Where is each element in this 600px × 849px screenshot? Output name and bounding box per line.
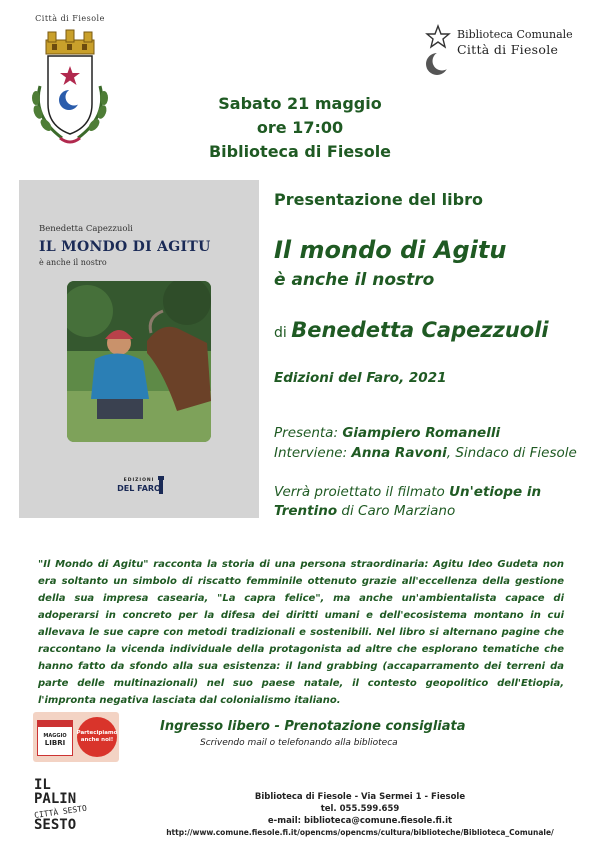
palin-line3: CITTÀ SESTO xyxy=(33,803,88,820)
entry-title: Ingresso libero - Prenotazione consigliata xyxy=(160,719,466,734)
palinsesto-logo-icon xyxy=(34,778,92,833)
film-line-1 xyxy=(274,484,541,500)
contact-address: Biblioteca di Fiesole - Via Sermei 1 - Fiesole xyxy=(254,792,466,802)
interviewer-line xyxy=(274,445,577,461)
presenter-line xyxy=(274,425,500,441)
author-by: di xyxy=(274,325,287,341)
event-venue: Biblioteca di Fiesole xyxy=(208,142,392,161)
contact-email: e-mail: biblioteca@comune.fiesole.fi.it xyxy=(267,816,453,826)
event-date: Sabato 21 maggio xyxy=(218,94,382,113)
cover-title: IL MONDO DI AGITU xyxy=(39,239,211,255)
film-author: di Caro Marziano xyxy=(341,503,456,519)
contact-phone: tel. 055.599.659 xyxy=(320,804,400,814)
book-edition: Edizioni del Faro, 2021 xyxy=(274,370,447,386)
library-logo-line1: Biblioteca Comunale xyxy=(457,28,573,41)
film-title-part1: Un'etiope in xyxy=(449,484,542,500)
contact-url[interactable]: http://www.comune.fiesole.fi.it/opencms/opencms/cultura/biblioteche/Biblioteca_Comunale/ xyxy=(166,828,554,837)
book-author: Benedetta Capezzuoli xyxy=(291,318,549,342)
interviewer-role: , Sindaco di Fiesole xyxy=(446,445,577,461)
cover-author: Benedetta Capezzuoli xyxy=(39,224,133,234)
palin-line1: IL PALIN xyxy=(34,777,77,807)
film-line-2 xyxy=(274,503,455,519)
presenter-name: Giampiero Romanelli xyxy=(342,425,501,441)
book-subtitle: è anche il nostro xyxy=(274,270,435,290)
film-intro: Verrà proiettato il filmato xyxy=(274,484,445,500)
library-logo-line2: Città di Fiesole xyxy=(457,42,559,57)
badge-bubble: Partecipiamo anche noi! xyxy=(77,717,117,757)
cover-publisher: DEL FARO xyxy=(117,484,161,493)
cover-publisher-small: EDIZIONI xyxy=(123,478,155,483)
crest-caption: Città di Fiesole xyxy=(35,14,105,23)
author-line xyxy=(274,318,549,342)
entry-subtitle: Scrivendo mail o telefonando alla biblioteca xyxy=(200,738,398,748)
maggio-libri-logo-icon xyxy=(37,720,73,756)
badge-line1: MAGGIO xyxy=(43,733,67,739)
presenter-label: Presenta: xyxy=(274,425,339,441)
cover-photo xyxy=(67,281,211,442)
maggio-libri-badge xyxy=(33,712,119,762)
event-time: ore 17:00 xyxy=(256,118,344,137)
presentation-heading: Presentazione del libro xyxy=(274,190,483,209)
palin-line2: SESTO xyxy=(34,817,77,833)
badge-line2: LIBRI xyxy=(44,739,66,747)
film-title-part2: Trentino xyxy=(274,503,338,519)
book-title: Il mondo di Agitu xyxy=(274,236,507,264)
library-logo-icon xyxy=(422,24,456,80)
book-description: "Il Mondo di Agitu" racconta la storia di una persona straordinaria: Agitu Ideo Gudeta non era soltanto un simbolo di riscatto femminile ottenuto grazie all'eccellenza della gestione della sua impresa casearia, "La capra felice", ma anche un'ambientalista capace di adoperarsi in concreto per la difesa dei diritti umani e dell'ecosistema montano in cui allevava le sue capre con metodi tradizionali e sostenibili. Nel libro si alternano pagine che raccontano la vicenda individuale della protagonista ad altre che esplorano tematiche che hanno fatto da sfondo alla sua esistenza: il land grabbing (accaparramento dei terreni da parte delle multinazionali) nel suo paese natale, il contesto geopolitico dell'Etiopia, l'impronta negativa lasciata dal colonialismo italiano. xyxy=(38,559,564,706)
interviewer-label: Interviene: xyxy=(274,445,348,461)
interviewer-name: Anna Ravoni xyxy=(351,445,447,461)
cover-subtitle: è anche il nostro xyxy=(39,258,107,267)
book-cover xyxy=(19,180,259,518)
